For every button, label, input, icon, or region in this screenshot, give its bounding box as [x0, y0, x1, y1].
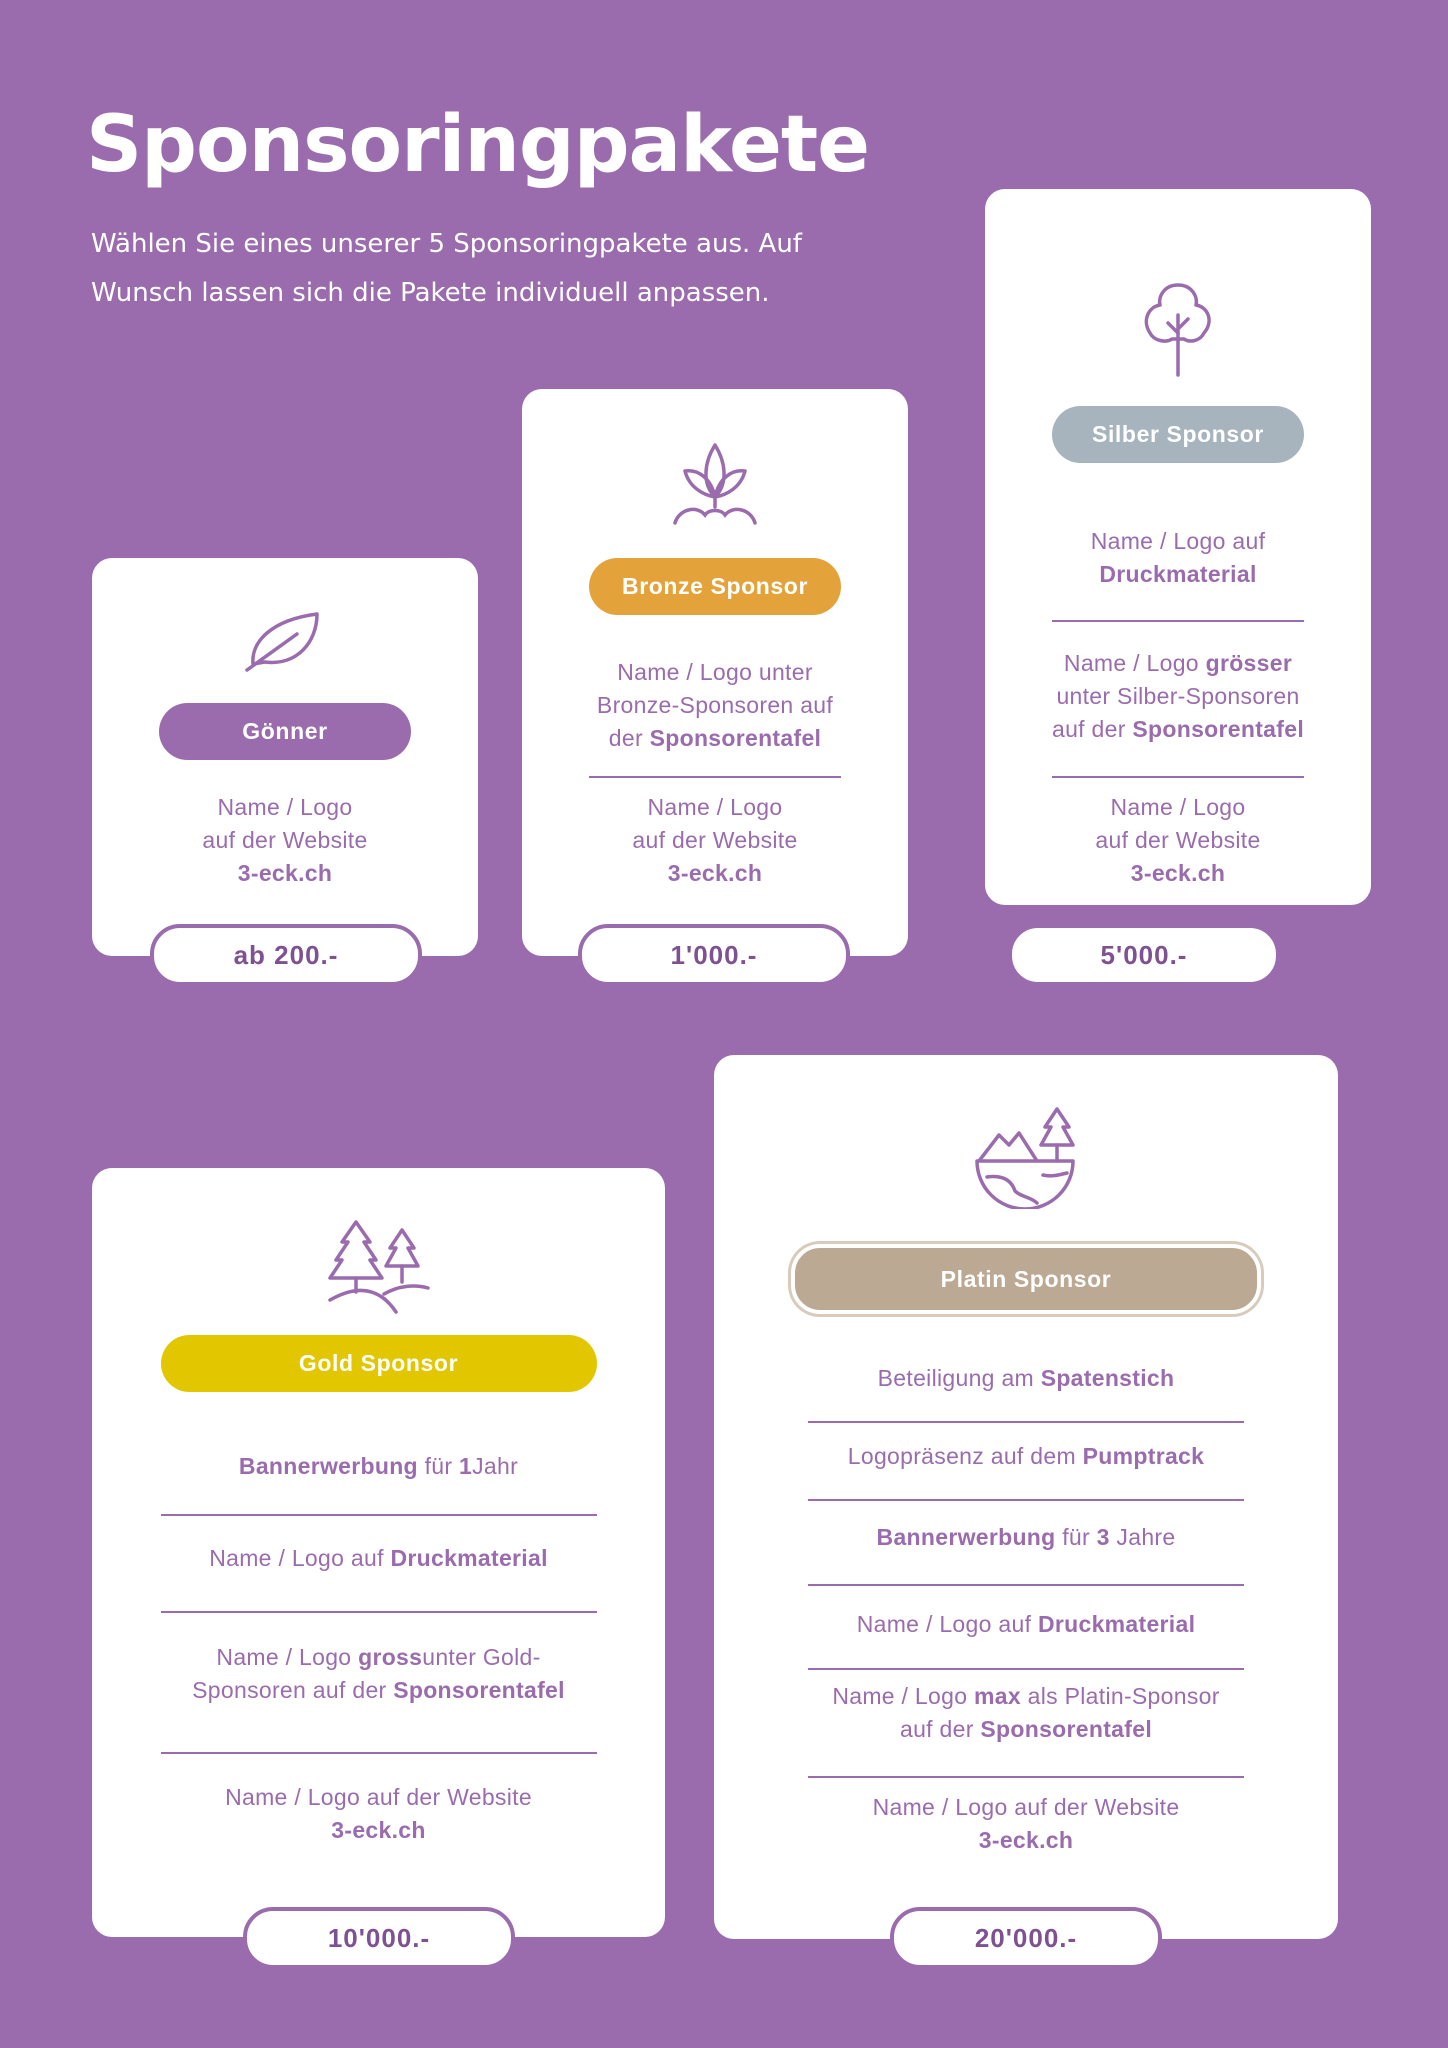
leaf-icon	[243, 602, 327, 672]
feature-sponsorentafel: Name / Logo grösser unter Silber-Sponsoren auf der Sponsorentafel	[1051, 650, 1305, 742]
price-tag-bronze: 1'000.-	[578, 924, 850, 986]
package-card-goenner	[92, 558, 478, 956]
package-badge-gold: Gold Sponsor	[161, 1335, 597, 1392]
divider	[808, 1776, 1244, 1778]
sprout-icon	[671, 439, 759, 525]
feature-website: Name / Logo auf der Website 3-eck.ch	[225, 1784, 532, 1843]
divider	[808, 1421, 1244, 1423]
package-badge-goenner: Gönner	[159, 703, 411, 760]
price-tag-platin: 20'000.-	[890, 1907, 1162, 1969]
feature-bannerwerbung: Bannerwerbung für 3 Jahre	[876, 1524, 1176, 1550]
divider	[161, 1752, 597, 1754]
feature-sponsorentafel: Name / Logo grossunter Gold- Sponsoren auf der Sponsorentafel	[192, 1644, 565, 1703]
price-tag-gold: 10'000.-	[243, 1907, 515, 1969]
feature-website: Name / Logo auf der Website 3-eck.ch	[202, 794, 368, 886]
feature-sponsorentafel: Name / Logo unter Bronze-Sponsoren auf der Sponsorentafel	[596, 659, 834, 751]
feature-website: Name / Logo auf der Website 3-eck.ch	[632, 794, 798, 886]
divider	[808, 1584, 1244, 1586]
price-tag-silber: 5'000.-	[1008, 924, 1280, 986]
divider	[808, 1499, 1244, 1501]
feature-druckmaterial: Name / Logo auf Druckmaterial	[856, 1611, 1196, 1637]
package-card-gold	[92, 1168, 665, 1937]
feature-website: Name / Logo auf der Website 3-eck.ch	[1095, 794, 1261, 886]
page-title: Sponsoringpakete	[86, 100, 870, 190]
trees-icon	[328, 1218, 430, 1314]
divider	[1052, 620, 1304, 622]
price-tag-goenner: ab 200.-	[150, 924, 422, 986]
feature-bannerwerbung: Bannerwerbung für 1Jahr	[238, 1453, 519, 1479]
package-badge-platin: Platin Sponsor	[791, 1244, 1261, 1314]
package-card-bronze	[522, 389, 908, 956]
feature-sponsorentafel: Name / Logo max als Platin-Sponsor auf der Sponsorentafel	[832, 1683, 1220, 1742]
intro-text	[91, 220, 911, 318]
feature-pumptrack: Logopräsenz auf dem Pumptrack	[847, 1443, 1205, 1469]
intro-line-1: Wählen Sie eines unserer 5 Sponsoringpakete aus. Auf	[91, 229, 802, 259]
intro-line-2: Wunsch lassen sich die Pakete individuell anpassen.	[91, 278, 770, 308]
divider	[1052, 776, 1304, 778]
package-badge-silber: Silber Sponsor	[1052, 406, 1304, 463]
feature-druckmaterial: Name / Logo auf Druckmaterial	[1090, 528, 1266, 587]
feature-druckmaterial: Name / Logo auf Druckmaterial	[209, 1545, 548, 1571]
package-badge-bronze: Bronze Sponsor	[589, 558, 841, 615]
package-card-silber	[985, 189, 1371, 905]
landscape-globe-icon	[971, 1105, 1081, 1209]
divider	[161, 1514, 597, 1516]
tree-icon	[1140, 281, 1216, 377]
divider	[589, 776, 841, 778]
divider	[161, 1611, 597, 1613]
feature-spatenstich: Beteiligung am Spatenstich	[877, 1365, 1175, 1391]
feature-website: Name / Logo auf der Website 3-eck.ch	[872, 1794, 1180, 1853]
divider	[808, 1668, 1244, 1670]
package-card-platin	[714, 1055, 1338, 1939]
